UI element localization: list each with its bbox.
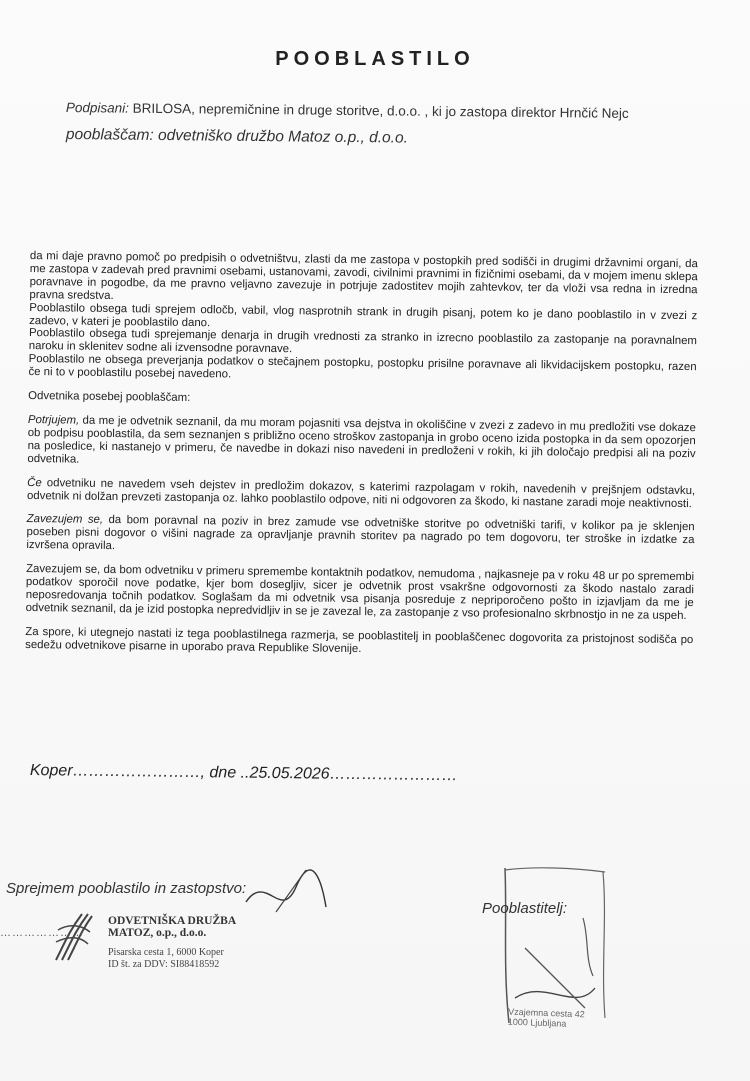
paragraph: Pooblastilo obsega tudi sprejemanje denarja in drugih vrednosti za stranko in izrecno pooblastilo za zastopanje na poravnalnem naroku in sklenitev sodne ali izvensodne poravnave. <box>28 327 698 356</box>
issuer-label: Pooblastitelj: <box>482 900 568 917</box>
law-firm-logo-icon <box>52 910 94 965</box>
paragraph <box>26 513 694 560</box>
issuer-stamp: Vzajemna cesta 42 1000 Ljubljana <box>507 1006 585 1029</box>
paragraph-lead: Potrjujem, <box>27 413 80 427</box>
paragraph-text: odvetniku ne navedem vseh dejstev in predložim dokazov, s katerimi razpolagam v rokih, navedenih v prejšnjem odstavku, odvetnik ni dolžan prevzeti zastopanja oz. lahko pooblastilo odpove, niti ni odgovoren za škodo, ki nastane zaradi moje neaktivnosti. <box>26 476 696 510</box>
authorized-label: pooblaščam: <box>65 126 154 144</box>
signatory-text: BRILOSA, nepremičnine in druge storitve, d.o.o. , ki jo zastopa direktor Hrnčić Nejc <box>128 100 629 121</box>
document-body <box>25 250 698 671</box>
paragraph: Pooblastilo ne obsega preverjanja podatkov o stečajnem postopku, postopku prisilne poravnave ali likvidacijskem postopku, razen če ni to v pooblastilu posebej navedeno. <box>28 353 697 381</box>
stamp-firm-name: ODVETNIŠKA DRUŽBA MATOZ, o.p., d.o.o. <box>108 915 237 939</box>
authorized-line <box>66 126 706 151</box>
signatory-label: Podpisani: <box>65 100 130 116</box>
stamp-address: Pisarska cesta 1, 6000 Koper ID št. za DDV: SI88418592 <box>108 947 224 970</box>
paragraph-lead: Če <box>27 476 42 489</box>
paragraph <box>27 477 695 511</box>
paragraph: Zavezujem se, da bom odvetniku v primeru spremembe kontaktnih podatkov, nemudoma , najkasneje pa v roku 48 ur po spremembi podatkov sporočil nove podatke, kjer bom dosegljiv, sicer je odvetnik prost vsakršne odgovornosti za škodo nastalo zaradi neposredovanja točnih podatkov. Soglašam da mi odvetnik vsa pisanja posreduje z nepriporočeno pošto in izjavljam da me je odvetnik seznanil, da je izid postopka nepredvidljiv in se je zavezal le, za zastopanje z vso profesionalno skrbnostjo in ne za uspeh. <box>25 563 695 622</box>
paragraph-text: da bom poravnal na poziv in brez zamude vse odvetniške storitve po odvetniški tarifi, v kolikor pa je sklenjen poseben pisni dogovor o višini nagrade za opravljanje pravnih storitev pa nagrado po tem dogovoru, ter stroške in izdatke za izvršena opravila. <box>26 514 695 553</box>
signature-dots: ………………… <box>0 927 84 939</box>
paragraph-lead: Zavezujem se, <box>26 513 104 527</box>
paragraph-text: da me je odvetnik seznanil, da mu moram pojasniti vsa dejstva in okoliščine v zvezi z zadevo in mu predložiti vse dokaze ob podpisu pooblastila, da sem seznanjen s približno oceno stroškov zastopanja in grobo oceno izida postopka in da sem opozorjen na posledice, ki nastanejo v primeru, če navedbe in dokazi niso navedeni in predloženi v rokih, ki jih določajo predpisi ali na poziv odvetnika. <box>27 414 696 466</box>
acceptance-label: Sprejmem pooblastilo in zastopstvo: <box>6 880 247 897</box>
place-and-date: Koper……………………, dne ..25.05.2026…………………… <box>29 762 458 785</box>
paragraph: Odvetnika posebej pooblaščam: <box>28 390 191 405</box>
paragraph: Pooblastilo obsega tudi sprejem odločb, vabil, vlog nasprotnih strank in drugih pisanj, potem ko je dano pooblastilo in v zvezi z zadevo, v kateri je pooblastilo dano. <box>29 301 698 329</box>
paragraph: Za spore, ki utegnejo nastati iz tega pooblastilnega razmerja, se pooblastitelj in pooblaščenec dogovorita za pristojnost sodišča po sedežu odvetnikove pisarne in uporabo prava Republike Slovenije. <box>25 625 694 655</box>
document-title: POOBLASTILO <box>275 48 475 70</box>
paragraph: da mi daje pravno pomoč po predpisih o odvetništvu, zlasti da me zastopa v postopkih pred sodišči in drugimi državnimi organi, da me zastopa v zadevah pred pravnimi osebami, ustanovami, zavodi, civilnimi pravnimi in fizičnimi osebami, da v mojem imenu sklepa poravnave in pogodbe, da me pravno veljavno zavezuje in potrjuje zadostitev mojih zahtevkov, ter da vloži vsa redna in izredna pravna sredstva. <box>29 250 698 302</box>
paragraph <box>27 414 696 474</box>
signatory-line <box>66 100 706 122</box>
authorized-text: odvetniško družbo Matoz o.p., d.o.o. <box>153 126 409 147</box>
law-firm-stamp <box>0 905 270 975</box>
